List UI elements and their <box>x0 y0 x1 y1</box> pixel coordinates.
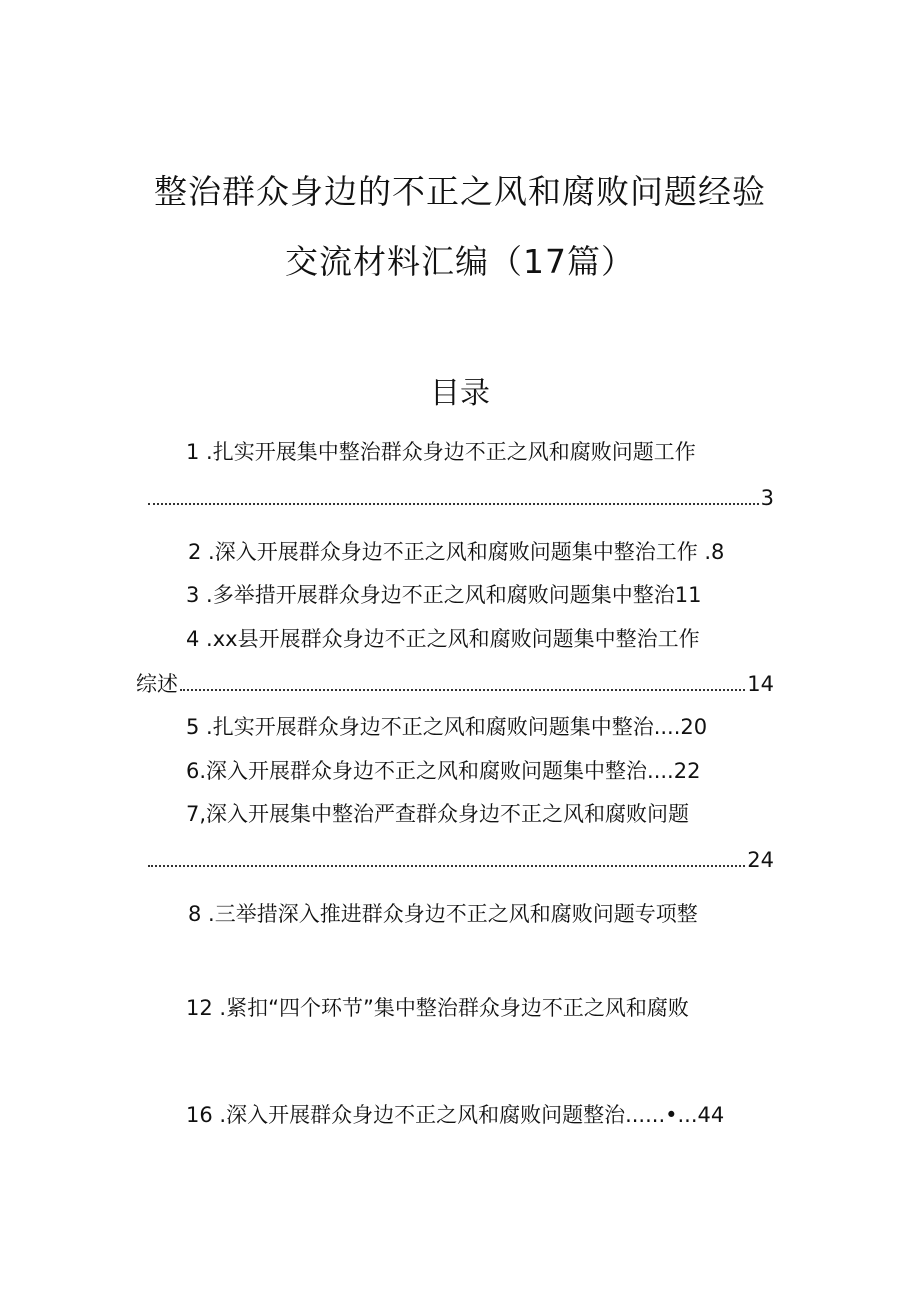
toc-entry-16: 16 .深入开展群众身边不正之风和腐败问题整治......•...44 <box>186 1103 725 1127</box>
toc-entry-8: 8 .三举措深入推进群众身边不正之风和腐败问题专项整 <box>188 902 698 926</box>
toc-entry-6: 6.深入开展群众身边不正之风和腐败问题集中整治....22 <box>186 759 701 783</box>
toc-heading: 目录 <box>430 376 490 411</box>
toc-entry-7: 7,深入开展集中整治严查群众身边不正之风和腐败问题 <box>186 802 690 826</box>
toc-entry-4-continuation: 综述 <box>136 672 178 696</box>
dot-leader <box>180 671 745 691</box>
toc-page-4: 14 <box>747 672 774 696</box>
toc-entry-2: 2 .深入开展群众身边不正之风和腐败问题集中整治工作 .8 <box>188 540 725 564</box>
document-title-line-2: 交流材料汇编（17篇） <box>285 242 635 281</box>
toc-entry-3: 3 .多举措开展群众身边不正之风和腐败问题集中整治11 <box>186 583 702 607</box>
toc-entry-5: 5 .扎实开展群众身边不正之风和腐败问题集中整治....20 <box>186 715 708 739</box>
document-title-line-1: 整治群众身边的不正之风和腐败问题经验 <box>154 172 766 211</box>
toc-leader-1 <box>146 484 774 512</box>
toc-leader-7 <box>146 846 774 874</box>
toc-entry-4: 4 .xx县开展群众身边不正之风和腐败问题集中整治工作 <box>186 627 700 651</box>
toc-entry-1: 1 .扎实开展集中整治群众身边不正之风和腐败问题工作 <box>186 440 696 464</box>
dot-leader <box>148 485 759 505</box>
toc-page-7: 24 <box>747 848 774 872</box>
toc-page-1: 3 <box>760 486 774 510</box>
toc-leader-4 <box>136 670 774 698</box>
toc-entry-12: 12 .紧扣“四个环节”集中整治群众身边不正之风和腐败 <box>186 996 689 1020</box>
dot-leader <box>148 847 745 867</box>
